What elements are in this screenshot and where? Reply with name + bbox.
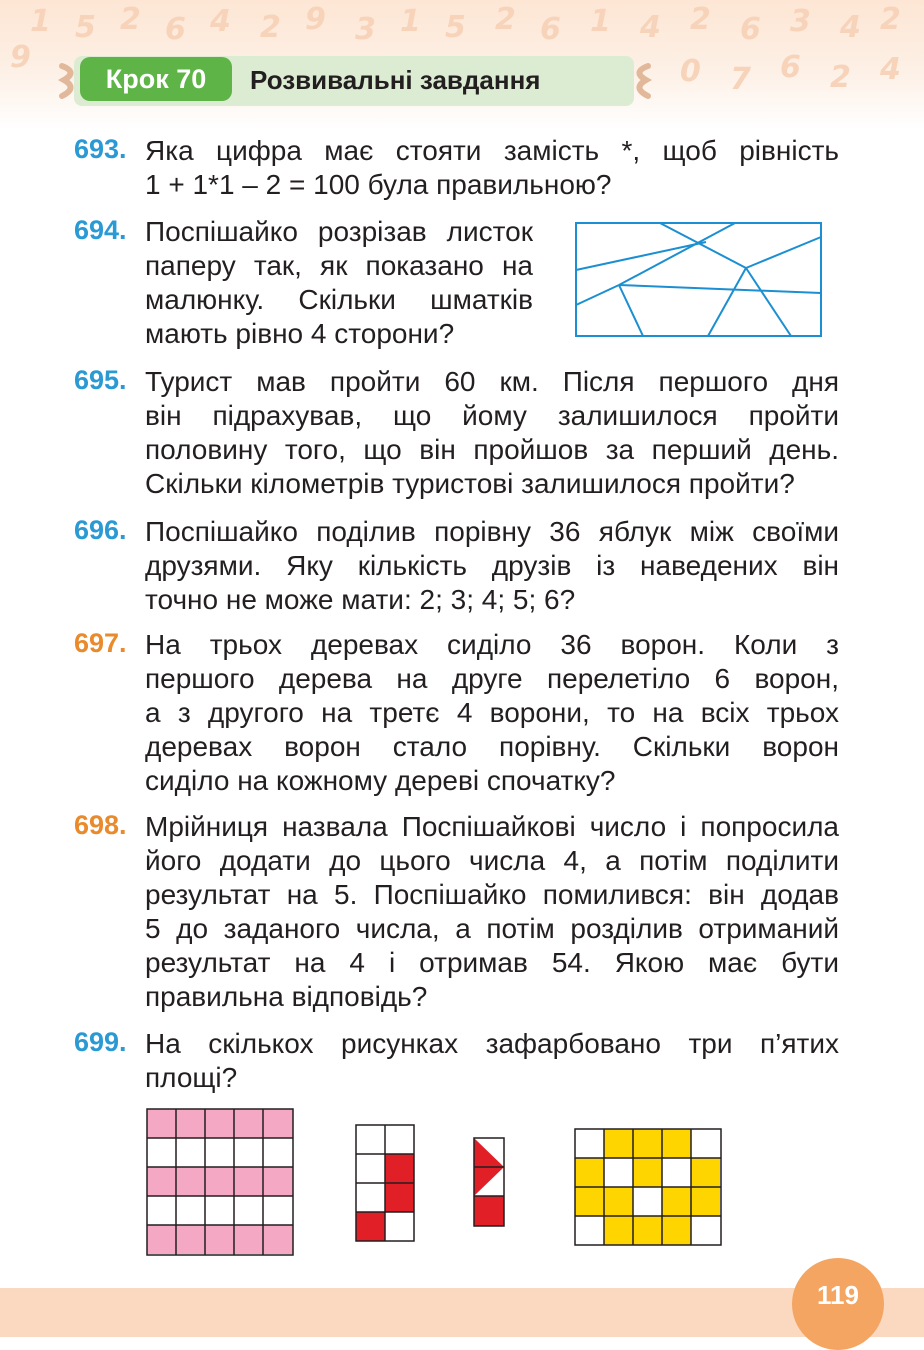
task-line: мають рівно 4 сторони? <box>145 318 455 349</box>
task-line: деревах ворон стало порівну. Скільки ворон <box>145 731 839 762</box>
task-text <box>145 515 839 617</box>
figure-yellow-grid <box>574 1128 724 1250</box>
task-text <box>145 1027 839 1095</box>
task-text <box>145 215 533 351</box>
page-number: 119 <box>817 1280 859 1310</box>
section-title: Розвивальні завдання <box>250 64 541 95</box>
task-number: 695. <box>74 365 127 395</box>
task-line: він підрахував, що йому залишилося пройти <box>145 400 839 431</box>
task-line: а з другого на третє 4 ворони, то на всіх трьох <box>145 697 839 728</box>
task-number: 699. <box>74 1027 127 1057</box>
footer-band <box>0 1288 924 1337</box>
task-line: На трьох деревах сиділо 36 ворон. Коли з <box>145 629 839 660</box>
cut-paper-diagram <box>575 222 823 338</box>
task-line: Поспішайко розрізав листок <box>145 216 533 247</box>
figure-red-grid <box>355 1124 417 1244</box>
task-number: 697. <box>74 628 127 658</box>
task-number: 696. <box>74 515 127 545</box>
task-line: Мрійниця назвала Поспішайкові число і попросила <box>145 811 839 842</box>
task-text <box>145 365 839 501</box>
task-line: Поспішайко поділив порівну 36 яблук між своїми <box>145 516 839 547</box>
task-line: друзями. Яку кількість друзів із наведених він <box>145 550 839 581</box>
task-line: На скількох рисунках зафарбовано три п’ятих <box>145 1028 839 1059</box>
task-line: Турист мав пройти 60 км. Після першого дня <box>145 366 839 397</box>
task-line: його додати до цього числа 4, а потім поділити <box>145 845 839 876</box>
task-line: 1 + 1*1 – 2 = 100 була правильною? <box>145 169 612 200</box>
task-line: результат на 4 і отримав 54. Якою має бути <box>145 947 839 978</box>
task-text <box>145 134 839 202</box>
figure-red-triangles <box>473 1137 506 1229</box>
step-badge: Крок 70 <box>80 57 232 101</box>
task-line: першого дерева на друге перелетіло 6 ворон, <box>145 663 839 694</box>
task-number: 694. <box>74 215 127 245</box>
task-number: 698. <box>74 810 127 840</box>
task-line: 5 до заданого числа, а потім розділив отриманий <box>145 913 839 944</box>
task-line: малюнку. Скільки шматків <box>145 284 533 315</box>
figure-pink-grid <box>146 1108 296 1258</box>
task-line: сиділо на кожному дереві спочатку? <box>145 765 616 796</box>
task-line: площі? <box>145 1062 238 1093</box>
task-line: точно не може мати: 2; 3; 4; 5; 6? <box>145 584 576 615</box>
task-line: Скільки кілометрів туристові залишилося пройти? <box>145 468 795 499</box>
task-line: результат на 5. Поспішайко помилився: він додав <box>145 879 839 910</box>
rope-knot-right-icon <box>626 62 654 102</box>
task-text <box>145 628 839 798</box>
task-line: паперу так, як показано на <box>145 250 533 281</box>
task-line: Яка цифра має стояти замість *, щоб рівність <box>145 135 839 166</box>
task-text <box>145 810 839 1014</box>
task-line: половину того, що він пройшов за перший день. <box>145 434 839 465</box>
task-line: правильна відповідь? <box>145 981 428 1012</box>
task-number: 693. <box>74 134 127 164</box>
